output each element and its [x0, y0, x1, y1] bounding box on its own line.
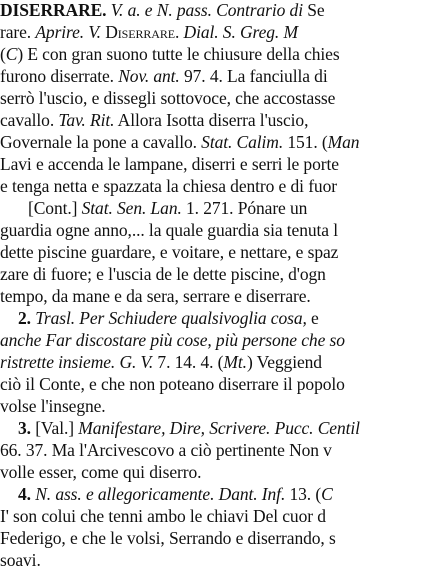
entry-text: dette piscine guardare, e voitare, e nettare, e spaz — [0, 242, 339, 262]
entry-text: furono diserrate. — [0, 66, 119, 86]
entry-text: Federigo, e che le volsi, Serrando e diserrando, s — [0, 528, 336, 548]
entry-line — [18, 308, 319, 328]
entry-text: rare. — [0, 22, 36, 42]
entry-line — [0, 374, 345, 394]
entry-text: [Cont.] — [28, 198, 82, 218]
entry-heading-text: 2. — [18, 308, 36, 328]
entry-line — [0, 0, 325, 20]
entry-heading-text: DISERRARE. — [0, 0, 107, 20]
entry-text: tempo, da mane e da sera, serrare e diserrare. — [0, 286, 311, 306]
entry-line — [0, 440, 332, 460]
entry-text: zare di fuore; e l'uscia de le dette piscine, d'ogn — [0, 264, 326, 284]
entry-text: N. ass. e allegoricamente. Dant. Inf. — [35, 484, 286, 504]
entry-heading-text: 3. — [18, 418, 36, 438]
entry-text: guardia ogne anno,... la quale guardia sia tenuta l — [0, 220, 338, 240]
entry-line — [0, 220, 338, 240]
entry-text: ) Veggiend — [246, 352, 322, 372]
entry-text: cavallo. — [0, 110, 59, 130]
entry-text: Mt. — [223, 352, 247, 372]
entry-text: Stat. Sen. Lan. — [81, 198, 182, 218]
entry-line — [0, 528, 336, 548]
entry-line — [0, 330, 345, 350]
entry-line — [0, 242, 338, 262]
entry-text: Lavi e accenda le lampane, diserri e serri le porte — [0, 154, 339, 174]
entry-line — [0, 66, 328, 86]
entry-line — [0, 352, 322, 372]
entry-text: Tav. Rit. — [58, 110, 115, 130]
entry-line — [28, 198, 307, 218]
entry-text: 97. 4. La fanciulla di — [179, 66, 328, 86]
entry-text: volse l'insegne. — [0, 396, 106, 416]
entry-text: ciò il Conte, e che non poteano diserrare il popolo — [0, 374, 345, 394]
entry-line — [0, 462, 201, 482]
entry-text: Manifestare, Dire, Scrivere. Pucc. Centil — [78, 418, 360, 438]
entry-line — [0, 550, 41, 570]
entry-text: ) E con gran suono tutte le chiusure della chies — [17, 44, 340, 64]
entry-line — [0, 396, 106, 416]
entry-text: Allora Isotta diserra l'uscio, — [114, 110, 309, 130]
entry-text: ( — [0, 44, 6, 64]
entry-text: Se — [302, 0, 325, 20]
entry-line — [0, 154, 339, 174]
entry-line — [0, 506, 326, 526]
entry-text: Dial. S. Greg. M — [183, 22, 298, 42]
entry-text: 151. ( — [283, 132, 328, 152]
entry-line — [0, 22, 298, 42]
entry-text: serrò l'uscio, e dissegli sottovoce, che accostasse — [0, 88, 336, 108]
entry-text: e — [306, 308, 319, 328]
entry-text: e tenga netta e spazzata la chiesa dentro e di fuor — [0, 176, 337, 196]
entry-text: Stat. Calim. — [201, 132, 284, 152]
entry-line — [0, 286, 311, 306]
entry-text: ristrette insieme. G. V. — [0, 352, 154, 372]
entry-text: C — [321, 484, 333, 504]
entry-text: [Val.] — [35, 418, 79, 438]
entry-text: Governale la pone a cavallo. — [0, 132, 202, 152]
entry-text: anche Far discostare più cose, più persone che so — [0, 330, 345, 350]
entry-line — [0, 44, 340, 64]
entry-line — [0, 88, 335, 108]
entry-line — [0, 132, 359, 152]
entry-text: 66. 37. Ma l'Arcivescovo a ciò pertinente Non v — [0, 440, 332, 460]
entry-line — [0, 264, 326, 284]
entry-text: Diserrare. — [100, 22, 184, 42]
entry-heading-text: 4. — [18, 484, 36, 504]
entry-text: Man — [327, 132, 360, 152]
entry-text: volle esser, come qui diserro. — [0, 462, 202, 482]
entry-text: Nov. ant. — [118, 66, 180, 86]
entry-line — [0, 176, 337, 196]
entry-text: V. a. e N. pass. Contrario di — [106, 0, 303, 20]
entry-text: 13. ( — [285, 484, 322, 504]
entry-text: Trasl. Per Schiudere qualsivoglia cosa, — [35, 308, 307, 328]
entry-line — [18, 418, 360, 438]
entry-line — [0, 110, 308, 130]
entry-text: Aprire. V. — [35, 22, 101, 42]
entry-text: 7. 14. 4. ( — [153, 352, 224, 372]
entry-line — [18, 484, 333, 504]
entry-text: I' son colui che tenni ambo le chiavi Del cuor d — [0, 506, 326, 526]
entry-text: 1. 271. Pónare un — [181, 198, 308, 218]
entry-text: C — [5, 44, 18, 64]
entry-text: soavi. — [0, 550, 41, 570]
